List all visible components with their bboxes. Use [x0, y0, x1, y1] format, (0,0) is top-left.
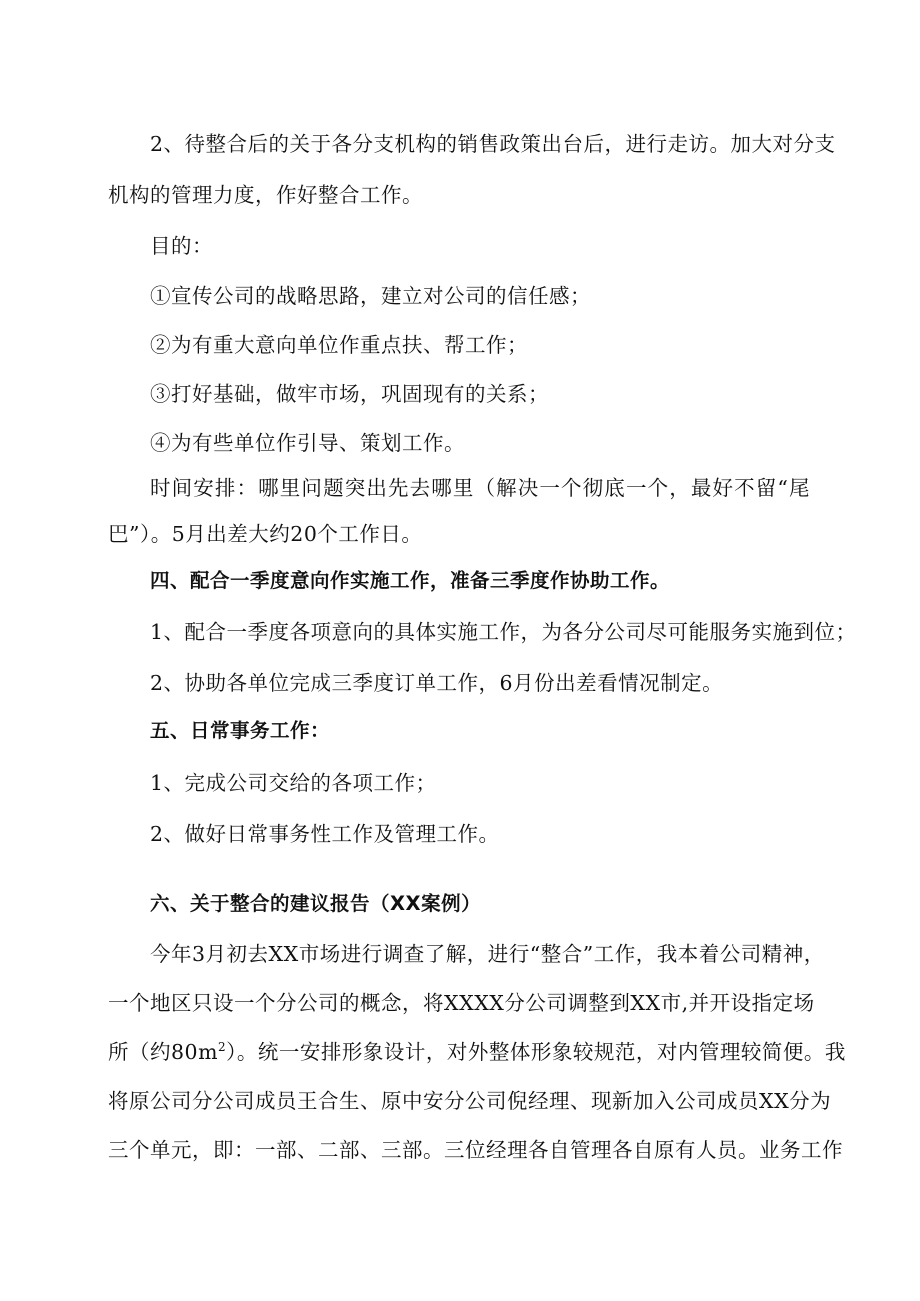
- section-heading: 五、日常事务工作：: [150, 719, 331, 742]
- paragraph-text: 所（约80m: [108, 1040, 219, 1064]
- paragraph-line: 将原公司分公司成员王合生、原中安分公司倪经理、现新加入公司成员XX分为: [108, 1089, 832, 1113]
- paragraph-line: 三个单元，即：一部、二部、三部。三位经理各自管理各自原有人员。业务工作: [108, 1138, 843, 1162]
- paragraph-line: 时间安排：哪里问题突出先去哪里（解决一个彻底一个，最好不留“尾: [150, 476, 810, 500]
- paragraph-line: 今年3月初去XX市场进行调查了解，进行“整合”工作，我本着公司精神，: [150, 942, 825, 966]
- section-heading: 四、配合一季度意向作实施工作，准备三季度作协助工作。: [150, 569, 671, 592]
- paragraph-line: [108, 1039, 846, 1065]
- paragraph-line: 2、做好日常事务性工作及管理工作。: [150, 822, 500, 846]
- paragraph-line: 1、完成公司交给的各项工作；: [150, 771, 437, 795]
- paragraph-text: ）。统一安排形象设计，对外整体形象较规范，对内管理较简便。我: [226, 1040, 846, 1064]
- list-item: ③打好基础，做牢市场，巩固现有的关系；: [150, 382, 549, 406]
- list-item: ④为有些单位作引导、策划工作。: [150, 431, 465, 455]
- paragraph-line: 机构的管理力度，作好整合工作。: [108, 183, 423, 207]
- paragraph-line: 巴”）。5月出差大约20个工作日。: [108, 522, 423, 546]
- list-item: ①宣传公司的战略思路，建立对公司的信任感；: [150, 284, 591, 308]
- list-item: ②为有重大意向单位作重点扶、帮工作；: [150, 333, 528, 357]
- paragraph-line: 2、待整合后的关于各分支机构的销售政策出台后，进行走访。加大对分支: [150, 132, 836, 156]
- section-label: 目的：: [150, 234, 213, 258]
- section-heading: 六、关于整合的建议报告（XX案例）: [150, 892, 482, 915]
- paragraph-line: 2、协助各单位完成三季度订单工作，6月份出差看情况制定。: [150, 671, 724, 695]
- superscript: 2: [218, 1040, 227, 1055]
- paragraph-line: 1、配合一季度各项意向的具体实施工作，为各分公司尽可能服务实施到位；: [150, 620, 857, 644]
- paragraph-line: 一个地区只设一个分公司的概念，将XXXX分公司调整到XX市,并开设指定场: [108, 991, 815, 1015]
